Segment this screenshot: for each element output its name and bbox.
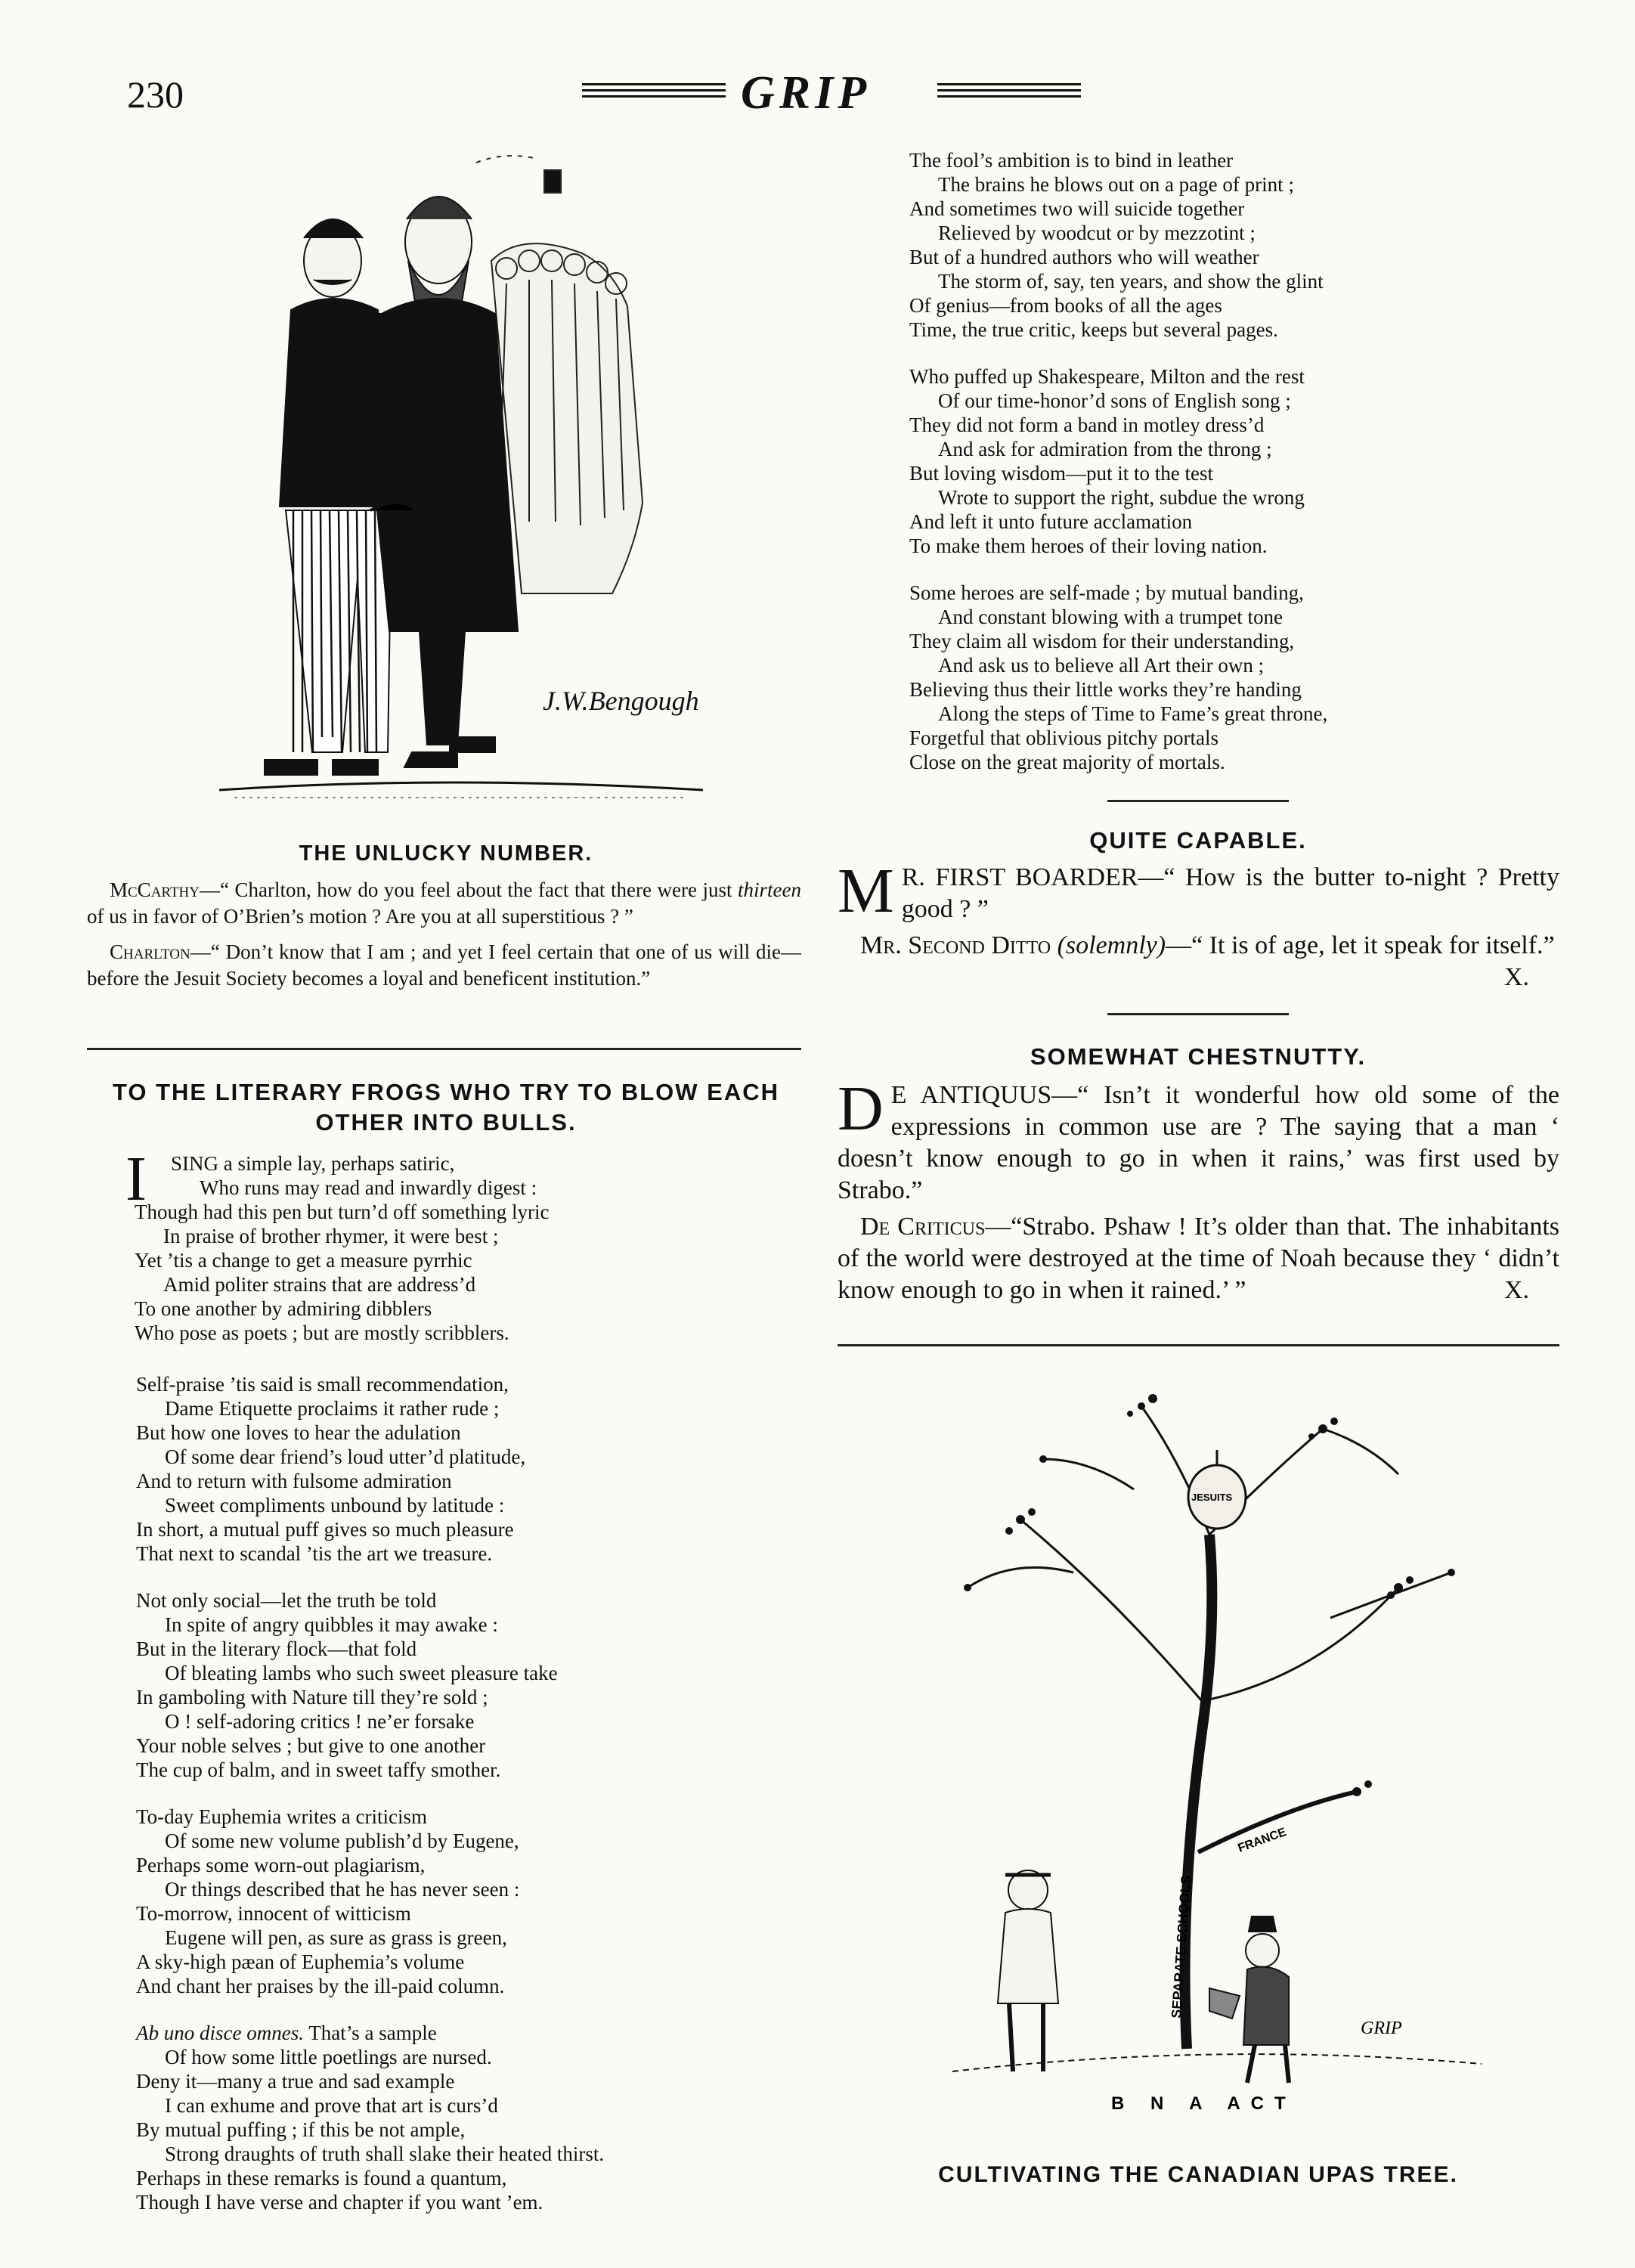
chestnutty-body bbox=[838, 1074, 1559, 1311]
poem-stanza-1 bbox=[125, 1144, 806, 1345]
poem-stanza-3 bbox=[136, 1588, 801, 1782]
poem-line: Self-praise ’tis said is small recommendation, bbox=[136, 1373, 509, 1396]
poem-line: Along the steps of Time to Fame’s great throne, bbox=[938, 702, 1328, 725]
paragraph-text: —“Strabo. Pshaw ! It’s older than that. The inhabitants of the world were destroyed at the time of Noah because they ‘ didn’t know enough to go in when it rained.’ ” bbox=[838, 1213, 1559, 1304]
poem-line: In gamboling with Nature till they’re sold ; bbox=[136, 1686, 488, 1709]
poem-line: Dame Etiquette proclaims it rather rude ; bbox=[165, 1397, 500, 1420]
poem-line: They did not form a band in motley dress’d bbox=[909, 414, 1265, 436]
poem-line: Though had this pen but turn’d off something lyric bbox=[135, 1201, 550, 1223]
masthead-title: GRIP bbox=[741, 67, 872, 119]
figure-left-man bbox=[998, 1870, 1058, 2071]
poem-stanza-4 bbox=[136, 1805, 801, 1998]
trunk-label: SEPARATE SCHOOLS bbox=[1169, 1874, 1194, 2019]
grip-signature: GRIP bbox=[1361, 2019, 1402, 2038]
quite-capable-p2 bbox=[838, 930, 1559, 991]
poem-line: But how one loves to hear the adulation bbox=[136, 1421, 461, 1444]
poem-line: And ask for admiration from the throng ; bbox=[938, 438, 1272, 460]
quite-capable-p1 bbox=[838, 856, 1559, 926]
poem-line: Amid politer strains that are address’d bbox=[163, 1273, 476, 1296]
poem-stanza-6 bbox=[909, 148, 1559, 342]
poem-line: Or things described that he has never seen : bbox=[165, 1878, 520, 1901]
poem-column-right bbox=[909, 148, 1559, 797]
poem-line: Of how some little poetlings are nursed. bbox=[165, 2046, 492, 2068]
dialogue-text: —“ Don’t know that I am ; and yet I feel certain that one of us will die—before the Jesuit Society becomes a loyal and beneficent institution.” bbox=[87, 940, 801, 990]
poem-line: But in the literary flock—that fold bbox=[136, 1637, 417, 1660]
poem-line: And chant her praises by the ill-paid column. bbox=[136, 1975, 505, 1997]
ground-label: B N A ACT bbox=[1111, 2093, 1296, 2114]
masthead-rule-left bbox=[582, 83, 726, 106]
paragraph-text: E ANTIQUUS—“ Isn’t it wonderful how old some of the expressions in common use are ? The saying that a man ‘ doesn’t know enough to go in when it rains,’ was first used by Strabo.” bbox=[838, 1081, 1559, 1204]
poem-stanza-2 bbox=[136, 1372, 801, 1566]
poem-line: Perhaps in these remarks is found a quantum, bbox=[136, 2167, 507, 2189]
poem-line: Wrote to support the right, subdue the wrong bbox=[938, 486, 1305, 509]
poem-line: Yet ’tis a change to get a measure pyrrhic bbox=[135, 1249, 472, 1272]
rule-right-col bbox=[838, 1344, 1559, 1346]
poem-line: To one another by admiring dibblers bbox=[135, 1297, 432, 1320]
masthead-rule-right bbox=[937, 83, 1081, 106]
cartoon-upas-tree bbox=[937, 1368, 1512, 2132]
quite-capable-body bbox=[838, 856, 1559, 993]
poem-line: Some heroes are self-made ; by mutual banding, bbox=[909, 581, 1304, 604]
dialogue-charlton bbox=[87, 939, 801, 992]
poem-line: The brains he blows out on a page of print ; bbox=[938, 173, 1294, 196]
rule-short-1 bbox=[1107, 800, 1289, 802]
poem-line: Though I have verse and chapter if you want ’em. bbox=[136, 2191, 543, 2214]
poem-line: And constant blowing with a trumpet tone bbox=[938, 606, 1283, 628]
poem-line: And sometimes two will suicide together bbox=[909, 197, 1245, 220]
poem-line: The storm of, say, ten years, and show the glint bbox=[938, 270, 1324, 293]
poem-line: Deny it—many a true and sad example bbox=[136, 2070, 455, 2093]
poem-line: SING a simple lay, perhaps satiric, bbox=[171, 1152, 455, 1175]
dialogue-text: —“ Charlton, how do you feel about the fact that there were just bbox=[200, 878, 739, 901]
poem-line: Relieved by woodcut or by mezzotint ; bbox=[938, 222, 1256, 244]
latin-phrase: Ab uno disce omnes. bbox=[136, 2022, 304, 2044]
stage-direction: (solemnly) bbox=[1057, 931, 1166, 959]
poem-dropcap: I bbox=[125, 1144, 147, 1214]
masthead bbox=[582, 67, 1081, 119]
poem-line: But loving wisdom—put it to the test bbox=[909, 462, 1214, 485]
fruit-jesuits bbox=[1188, 1450, 1246, 1529]
poem-line: Close on the great majority of mortals. bbox=[909, 751, 1225, 773]
poem-line: Not only social—let the truth be told bbox=[136, 1589, 437, 1612]
poem-column-left bbox=[125, 1144, 806, 1368]
rule-left-col bbox=[87, 1048, 801, 1050]
poem-line: In spite of angry quibbles it may awake : bbox=[165, 1613, 498, 1636]
poem-stanza-5 bbox=[136, 2021, 801, 2214]
quite-capable-dropcap: M bbox=[838, 856, 894, 926]
paragraph-text: —“ It is of age, let it speak for itself.” bbox=[1166, 931, 1555, 959]
artist-signature-bengough: J.W.Bengough bbox=[543, 686, 699, 716]
poem-column-left-cont bbox=[136, 1372, 801, 2237]
poem-line: And left it unto future acclamation bbox=[909, 510, 1193, 533]
unlucky-number-dialogue bbox=[87, 877, 801, 1001]
caption-upas-tree: CULTIVATING THE CANADIAN UPAS TREE. bbox=[938, 2162, 1458, 2187]
poem-title: TO THE LITERARY FROGS WHO TRY TO BLOW EACH OTHER INTO BULLS. bbox=[113, 1079, 779, 1136]
poem-line: Your noble selves ; but give to one another bbox=[136, 1734, 486, 1757]
dialogue-mccarthy bbox=[87, 877, 801, 930]
poem-line: Who puffed up Shakespeare, Milton and the rest bbox=[909, 365, 1305, 388]
speaker-charlton: Charlton bbox=[110, 940, 190, 963]
speaker-second-ditto: Mr. Second Ditto bbox=[860, 931, 1051, 959]
caption-unlucky-number: THE UNLUCKY NUMBER. bbox=[299, 841, 593, 866]
poem-line: Of bleating lambs who such sweet pleasure take bbox=[165, 1662, 558, 1684]
poem-line: To make them heroes of their loving nation. bbox=[909, 534, 1268, 557]
speaker-de-criticus: De Criticus bbox=[860, 1213, 986, 1241]
poem-line: Who pose as poets ; but are mostly scribblers. bbox=[135, 1321, 509, 1344]
poem-line: Sweet compliments unbound by latitude : bbox=[165, 1494, 505, 1517]
poem-line: And ask us to believe all Art their own ; bbox=[938, 654, 1265, 677]
latin-phrase-rest: That’s a sample bbox=[303, 2022, 437, 2044]
poem-stanza-7 bbox=[909, 364, 1559, 558]
page-number: 230 bbox=[127, 73, 184, 116]
poem-line: Time, the true critic, keeps but several pages. bbox=[909, 318, 1278, 341]
poem-line: Strong draughts of truth shall slake their heated thirst. bbox=[165, 2143, 605, 2165]
poem-line: I can exhume and prove that art is curs’d bbox=[165, 2094, 498, 2117]
poem-line: And to return with fulsome admiration bbox=[136, 1470, 452, 1492]
figure-right-man bbox=[1209, 1916, 1289, 2083]
poem-line: Of some dear friend’s loud utter’d platitude, bbox=[165, 1445, 526, 1468]
cartoon-unlucky-number bbox=[219, 147, 703, 820]
poem-line: To-morrow, innocent of witticism bbox=[136, 1902, 411, 1925]
poem-line: The fool’s ambition is to bind in leather bbox=[909, 149, 1234, 172]
poem-line: But of a hundred authors who will weather bbox=[909, 246, 1259, 268]
poem-stanza-8 bbox=[909, 581, 1559, 774]
signature-x: X. bbox=[1503, 1276, 1529, 1304]
poem-line: They claim all wisdom for their understanding, bbox=[909, 630, 1295, 652]
chestnutty-title: SOMEWHAT CHESTNUTTY. bbox=[1030, 1043, 1367, 1070]
poem-line: Of genius—from books of all the ages bbox=[909, 294, 1222, 317]
speaker-mccarthy: McCarthy bbox=[110, 878, 200, 901]
poem-line: In short, a mutual puff gives so much pleasure bbox=[136, 1518, 514, 1541]
poem-line: To-day Euphemia writes a criticism bbox=[136, 1805, 427, 1828]
paragraph-text: R. FIRST BOARDER—“ How is the butter to-night ? Pretty good ? ” bbox=[901, 863, 1559, 923]
poem-line: That next to scandal ’tis the art we treasure. bbox=[136, 1542, 493, 1565]
poem-line: Forgetful that oblivious pitchy portals bbox=[909, 727, 1219, 749]
poem-line: Of some new volume publish’d by Eugene, bbox=[165, 1830, 519, 1852]
poem-stanza-5-lines bbox=[136, 2045, 801, 2214]
quite-capable-title: QUITE CAPABLE. bbox=[1089, 827, 1307, 854]
chestnutty-p1 bbox=[838, 1074, 1559, 1207]
poem-line-latin bbox=[136, 2021, 801, 2045]
poem-line: Believing thus their little works they’re handing bbox=[909, 678, 1302, 701]
poem-line: The cup of balm, and in sweet taffy smother. bbox=[136, 1758, 501, 1781]
figure-mccarthy bbox=[265, 219, 393, 775]
chestnutty-p2 bbox=[838, 1211, 1559, 1306]
poem-line: Eugene will pen, as sure as grass is green, bbox=[165, 1926, 507, 1949]
dialogue-text: of us in favor of O’Brien’s motion ? Are you at all superstitious ? ” bbox=[87, 905, 633, 928]
poem-line: O ! self-adoring critics ! ne’er forsake bbox=[165, 1710, 475, 1733]
dialogue-emphasis: thirteen bbox=[738, 878, 801, 901]
signature-x: X. bbox=[1503, 963, 1529, 991]
poem-line: By mutual puffing ; if this be not ample, bbox=[136, 2118, 466, 2141]
branch-label: FRANCE bbox=[1236, 1825, 1289, 1855]
poem-line: Who runs may read and inwardly digest : bbox=[200, 1176, 537, 1199]
poem-line: Perhaps some worn-out plagiarism, bbox=[136, 1854, 426, 1876]
poem-line: Of our time-honor’d sons of English song ; bbox=[938, 389, 1291, 412]
chestnutty-dropcap: D bbox=[838, 1074, 884, 1144]
fruit-label: JESUITS bbox=[1191, 1492, 1233, 1503]
poem-line: In praise of brother rhymer, it were best ; bbox=[163, 1225, 499, 1247]
poem-line: A sky-high pæan of Euphemia’s volume bbox=[136, 1950, 465, 1973]
rule-short-2 bbox=[1107, 1013, 1289, 1015]
